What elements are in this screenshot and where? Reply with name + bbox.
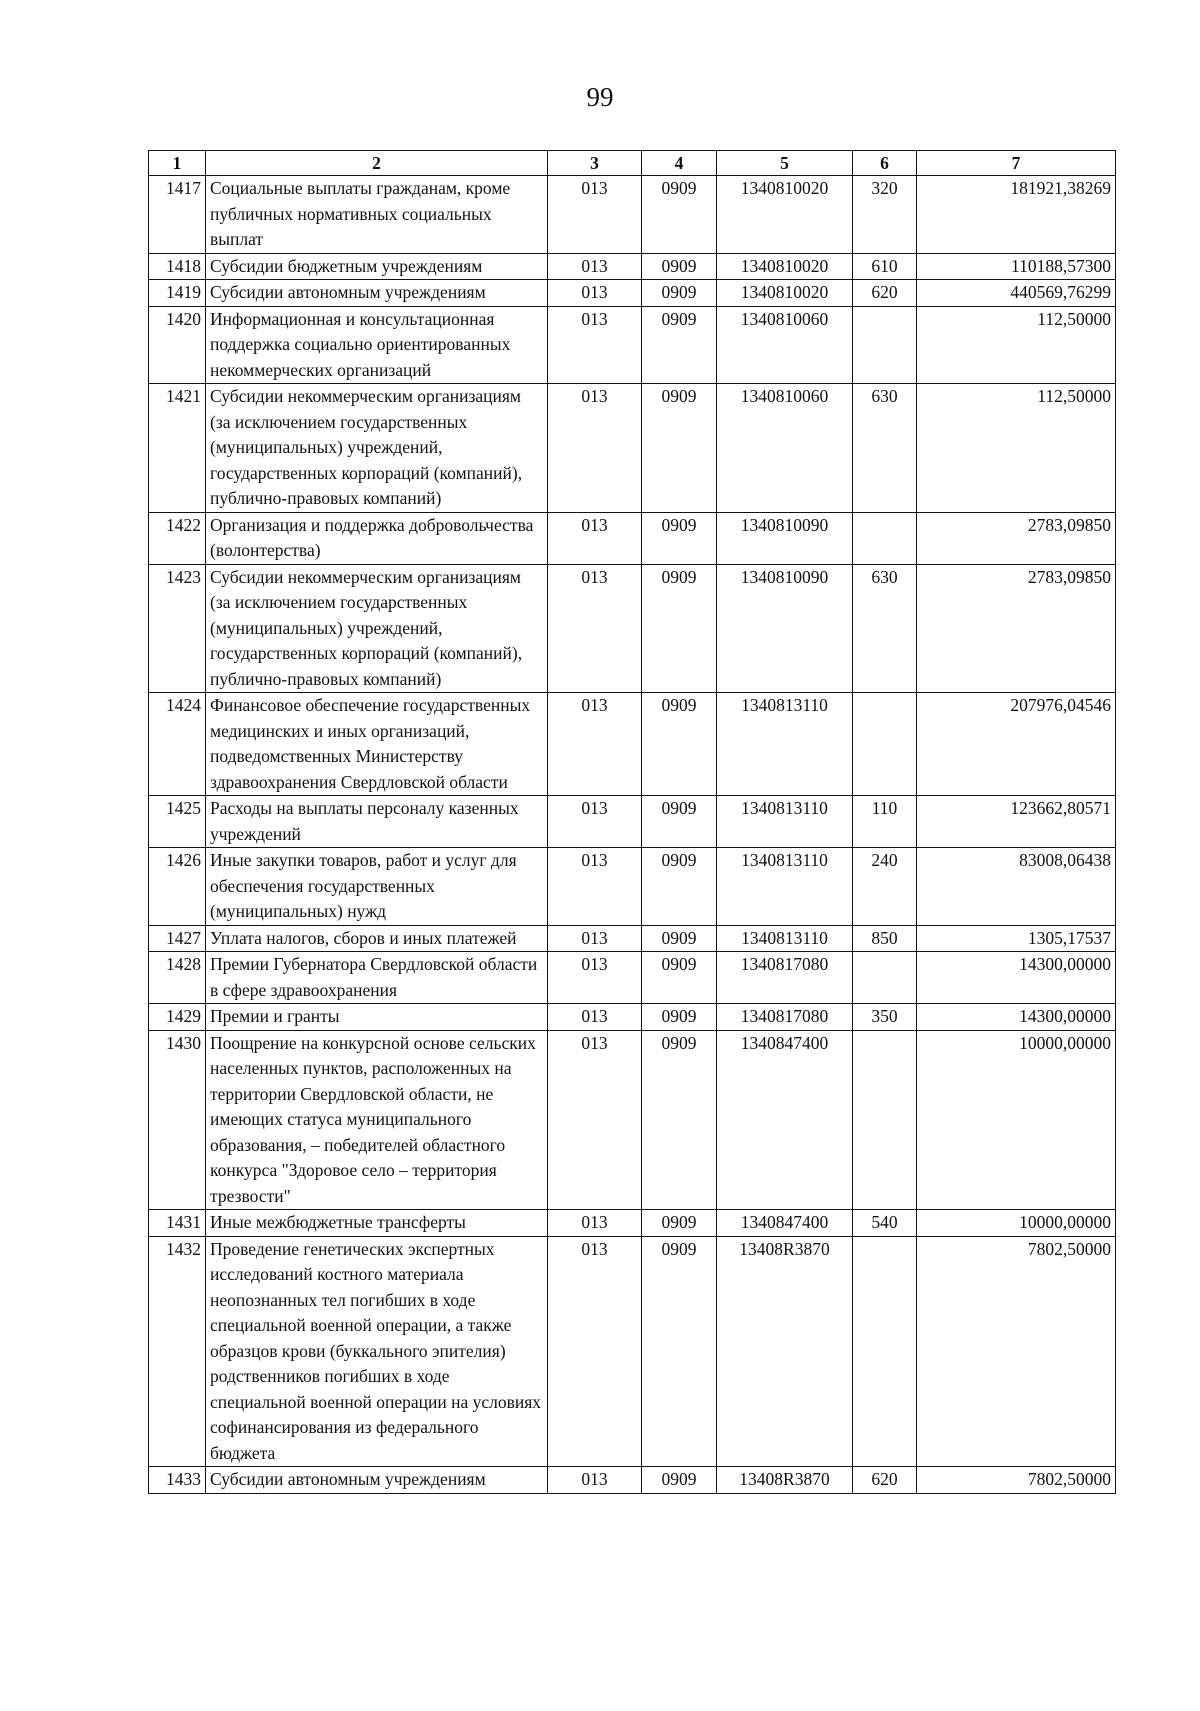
header-row: [149, 151, 1116, 176]
ministry-code: 013: [548, 952, 642, 1004]
amount: 10000,00000: [917, 1210, 1116, 1237]
expense-type-code: 630: [853, 564, 917, 693]
table-row: [149, 306, 1116, 384]
target-code: 1340847400: [717, 1210, 853, 1237]
ministry-code: 013: [548, 1236, 642, 1467]
table-row: [149, 1004, 1116, 1031]
section-code: 0909: [642, 848, 717, 926]
row-number: 1426: [149, 848, 206, 926]
expense-name: Организация и поддержка добровольчества (волонтерства): [206, 512, 548, 564]
row-number: 1419: [149, 280, 206, 307]
ministry-code: 013: [548, 280, 642, 307]
row-number: 1423: [149, 564, 206, 693]
target-code: 1340813110: [717, 925, 853, 952]
expense-name: Премии Губернатора Свердловской области в сфере здравоохранения: [206, 952, 548, 1004]
section-code: 0909: [642, 796, 717, 848]
row-number: 1429: [149, 1004, 206, 1031]
ministry-code: 013: [548, 1210, 642, 1237]
table-row: [149, 280, 1116, 307]
row-number: 1430: [149, 1030, 206, 1210]
section-code: 0909: [642, 1467, 717, 1494]
section-code: 0909: [642, 925, 717, 952]
target-code: 1340810020: [717, 253, 853, 280]
expense-name: Субсидии некоммерческим организациям (за исключением государственных (муниципальных) учреждений, государственных корпораций (компаний), публично-правовых компаний): [206, 384, 548, 513]
row-number: 1433: [149, 1467, 206, 1494]
table-row: [149, 1467, 1116, 1494]
row-number: 1417: [149, 176, 206, 254]
row-number: 1421: [149, 384, 206, 513]
table-row: [149, 253, 1116, 280]
budget-table: [148, 150, 1116, 1494]
header-col-6: 6: [853, 151, 917, 176]
expense-type-code: [853, 512, 917, 564]
target-code: 1340810090: [717, 564, 853, 693]
header-col-4: 4: [642, 151, 717, 176]
target-code: 1340813110: [717, 693, 853, 796]
table-row: [149, 925, 1116, 952]
amount: 7802,50000: [917, 1236, 1116, 1467]
target-code: 1340810060: [717, 306, 853, 384]
expense-type-code: [853, 693, 917, 796]
ministry-code: 013: [548, 693, 642, 796]
table-row: [149, 512, 1116, 564]
table-row: [149, 176, 1116, 254]
ministry-code: 013: [548, 848, 642, 926]
expense-name: Информационная и консультационная поддержка социально ориентированных некоммерческих организаций: [206, 306, 548, 384]
expense-type-code: 350: [853, 1004, 917, 1031]
target-code: 1340813110: [717, 848, 853, 926]
expense-name: Финансовое обеспечение государственных медицинских и иных организаций, подведомственных Министерству здравоохранения Свердловской области: [206, 693, 548, 796]
expense-type-code: 850: [853, 925, 917, 952]
section-code: 0909: [642, 280, 717, 307]
amount: 181921,38269: [917, 176, 1116, 254]
target-code: 1340810090: [717, 512, 853, 564]
target-code: 13408R3870: [717, 1467, 853, 1494]
amount: 14300,00000: [917, 1004, 1116, 1031]
expense-name: Социальные выплаты гражданам, кроме публичных нормативных социальных выплат: [206, 176, 548, 254]
expense-type-code: [853, 306, 917, 384]
header-col-1: 1: [149, 151, 206, 176]
ministry-code: 013: [548, 253, 642, 280]
section-code: 0909: [642, 1236, 717, 1467]
expense-name: Субсидии автономным учреждениям: [206, 280, 548, 307]
section-code: 0909: [642, 564, 717, 693]
header-col-3: 3: [548, 151, 642, 176]
row-number: 1428: [149, 952, 206, 1004]
expense-name: Расходы на выплаты персоналу казенных учреждений: [206, 796, 548, 848]
amount: 7802,50000: [917, 1467, 1116, 1494]
target-code: 1340817080: [717, 1004, 853, 1031]
section-code: 0909: [642, 952, 717, 1004]
section-code: 0909: [642, 1210, 717, 1237]
row-number: 1422: [149, 512, 206, 564]
section-code: 0909: [642, 512, 717, 564]
section-code: 0909: [642, 1004, 717, 1031]
table-row: [149, 796, 1116, 848]
ministry-code: 013: [548, 1467, 642, 1494]
table-row: [149, 1236, 1116, 1467]
table-row: [149, 848, 1116, 926]
ministry-code: 013: [548, 564, 642, 693]
target-code: 1340813110: [717, 796, 853, 848]
header-col-7: 7: [917, 151, 1116, 176]
table-row: [149, 564, 1116, 693]
ministry-code: 013: [548, 512, 642, 564]
amount: 123662,80571: [917, 796, 1116, 848]
row-number: 1432: [149, 1236, 206, 1467]
row-number: 1427: [149, 925, 206, 952]
ministry-code: 013: [548, 306, 642, 384]
expense-type-code: [853, 1030, 917, 1210]
table-row: [149, 1210, 1116, 1237]
amount: 14300,00000: [917, 952, 1116, 1004]
section-code: 0909: [642, 253, 717, 280]
expense-name: Субсидии бюджетным учреждениям: [206, 253, 548, 280]
ministry-code: 013: [548, 1004, 642, 1031]
target-code: 1340810020: [717, 176, 853, 254]
expense-name: Проведение генетических экспертных исследований костного материала неопознанных тел погибших в ходе специальной военной операции, а также образцов крови (буккального эпителия) родственников погибших в ходе специальной военной операции на условиях софинансирования из федерального бюджета: [206, 1236, 548, 1467]
expense-name: Субсидии некоммерческим организациям (за исключением государственных (муниципальных) учреждений, государственных корпораций (компаний), публично-правовых компаний): [206, 564, 548, 693]
expense-name: Премии и гранты: [206, 1004, 548, 1031]
amount: 112,50000: [917, 306, 1116, 384]
expense-name: Иные межбюджетные трансферты: [206, 1210, 548, 1237]
header-col-5: 5: [717, 151, 853, 176]
amount: 83008,06438: [917, 848, 1116, 926]
amount: 110188,57300: [917, 253, 1116, 280]
amount: 112,50000: [917, 384, 1116, 513]
expense-type-code: 630: [853, 384, 917, 513]
row-number: 1424: [149, 693, 206, 796]
expense-name: Поощрение на конкурсной основе сельских населенных пунктов, расположенных на территории Свердловской области, не имеющих статуса муниципального образования, – победителей областного конкурса "Здоровое село – территория трезвости": [206, 1030, 548, 1210]
target-code: 1340810060: [717, 384, 853, 513]
target-code: 1340817080: [717, 952, 853, 1004]
table-row: [149, 384, 1116, 513]
expense-type-code: 620: [853, 1467, 917, 1494]
header-col-2: 2: [206, 151, 548, 176]
target-code: 1340847400: [717, 1030, 853, 1210]
expense-type-code: 540: [853, 1210, 917, 1237]
expense-name: Уплата налогов, сборов и иных платежей: [206, 925, 548, 952]
ministry-code: 013: [548, 796, 642, 848]
expense-type-code: 620: [853, 280, 917, 307]
expense-name: Субсидии автономным учреждениям: [206, 1467, 548, 1494]
expense-type-code: 110: [853, 796, 917, 848]
page-number: 99: [586, 82, 614, 112]
target-code: 13408R3870: [717, 1236, 853, 1467]
table-body: [149, 176, 1116, 1494]
ministry-code: 013: [548, 384, 642, 513]
table-row: [149, 1030, 1116, 1210]
row-number: 1418: [149, 253, 206, 280]
table-row: [149, 952, 1116, 1004]
expense-name: Иные закупки товаров, работ и услуг для обеспечения государственных (муниципальных) нужд: [206, 848, 548, 926]
section-code: 0909: [642, 384, 717, 513]
amount: 207976,04546: [917, 693, 1116, 796]
expense-type-code: 240: [853, 848, 917, 926]
amount: 10000,00000: [917, 1030, 1116, 1210]
section-code: 0909: [642, 693, 717, 796]
amount: 2783,09850: [917, 512, 1116, 564]
row-number: 1425: [149, 796, 206, 848]
table-row: [149, 693, 1116, 796]
expense-type-code: [853, 1236, 917, 1467]
amount: 440569,76299: [917, 280, 1116, 307]
section-code: 0909: [642, 1030, 717, 1210]
amount: 2783,09850: [917, 564, 1116, 693]
section-code: 0909: [642, 176, 717, 254]
ministry-code: 013: [548, 1030, 642, 1210]
target-code: 1340810020: [717, 280, 853, 307]
expense-type-code: [853, 952, 917, 1004]
expense-type-code: 320: [853, 176, 917, 254]
amount: 1305,17537: [917, 925, 1116, 952]
row-number: 1431: [149, 1210, 206, 1237]
section-code: 0909: [642, 306, 717, 384]
expense-type-code: 610: [853, 253, 917, 280]
ministry-code: 013: [548, 925, 642, 952]
ministry-code: 013: [548, 176, 642, 254]
row-number: 1420: [149, 306, 206, 384]
